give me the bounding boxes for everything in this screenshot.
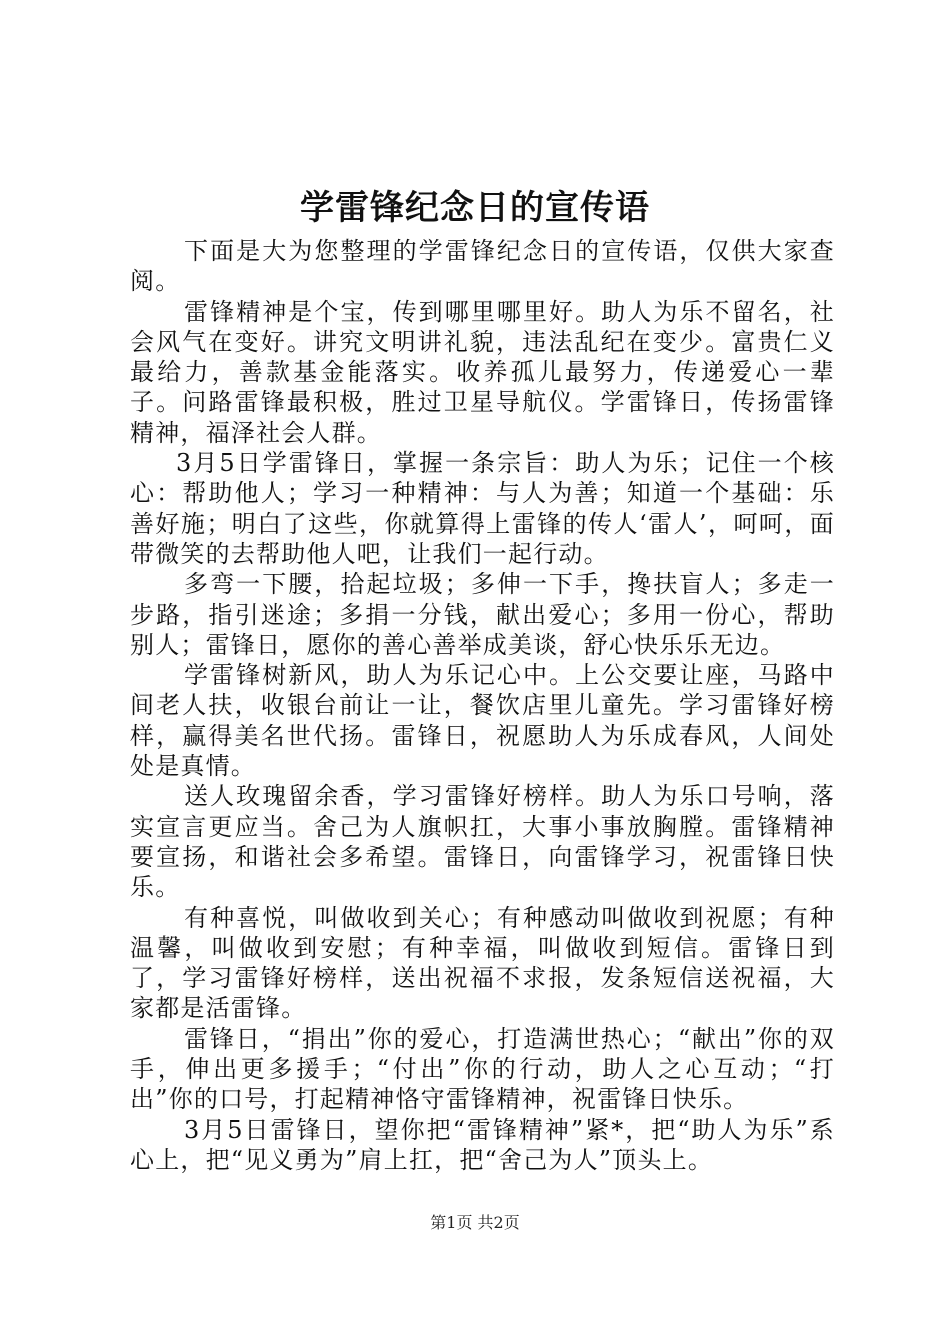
page-number-footer: 第1页 共2页 — [430, 1213, 520, 1232]
paragraph-slogan-7: 雷锋日，“捐出”你的爱心，打造满世热心；“献出”你的双手，伸出更多援手；“付出”你的行动，助人之心互动；“打出”你的口号，打起精神恪守雷锋精神，祝雷锋日快乐。 — [130, 1024, 835, 1114]
paragraph-slogan-2: 3月5日学雷锋日，掌握一条宗旨：助人为乐；记住一个核心：帮助他人；学习一种精神：与人为善；知道一个基础：乐善好施；明白了这些，你就算得上雷锋的传人‘雷人’，呵呵，面带微笑的去帮助他人吧，让我们一起行动。 — [130, 449, 835, 568]
paragraph-slogan-5: 送人玫瑰留余香，学习雷锋好榜样。助人为乐口号响，落实宣言更应当。舍己为人旗帜扛，大事小事放胸膛。雷锋精神要宣扬，和谐社会多希望。雷锋日，向雷锋学习，祝雷锋日快乐。 — [130, 782, 835, 902]
paragraph-slogan-1: 雷锋精神是个宝，传到哪里哪里好。助人为乐不留名，社会风气在变好。讲究文明讲礼貌，违法乱纪在变少。富贵仁义最给力，善款基金能落实。收养孤儿最努力，传递爱心一辈子。问路雷锋最积极，胜过卫星导航仪。学雷锋日，传扬雷锋精神，福泽社会人群。 — [130, 297, 835, 447]
document-title: 学雷锋纪念日的宣传语 — [300, 188, 650, 228]
paragraph-slogan-3: 多弯一下腰，拾起垃圾；多伸一下手，搀扶盲人；多走一步路，指引迷途；多捐一分钱，献出爱心；多用一份心，帮助别人；雷锋日，愿你的善心善举成美谈，舒心快乐乐无边。 — [130, 570, 835, 659]
paragraph-intro: 下面是大为您整理的学雷锋纪念日的宣传语，仅供大家查阅。 — [130, 237, 835, 296]
document-body — [130, 236, 835, 1175]
paragraph-slogan-4: 学雷锋树新风，助人为乐记心中。上公交要让座，马路中间老人扶，收银台前让一让，餐饮店里儿童先。学习雷锋好榜样，赢得美名世代扬。雷锋日，祝愿助人为乐成春风，人间处处是真情。 — [130, 661, 835, 781]
paragraph-slogan-6: 有种喜悦，叫做收到关心；有种感动叫做收到祝愿；有种温馨，叫做收到安慰；有种幸福，叫做收到短信。雷锋日到了，学习雷锋好榜样，送出祝福不求报，发条短信送祝福，大家都是活雷锋。 — [130, 903, 835, 1023]
paragraph-slogan-8: 3月5日雷锋日，望你把“雷锋精神”紧*，把“助人为乐”系心上，把“见义勇为”肩上扛，把“舍己为人”顶头上。 — [130, 1115, 835, 1174]
